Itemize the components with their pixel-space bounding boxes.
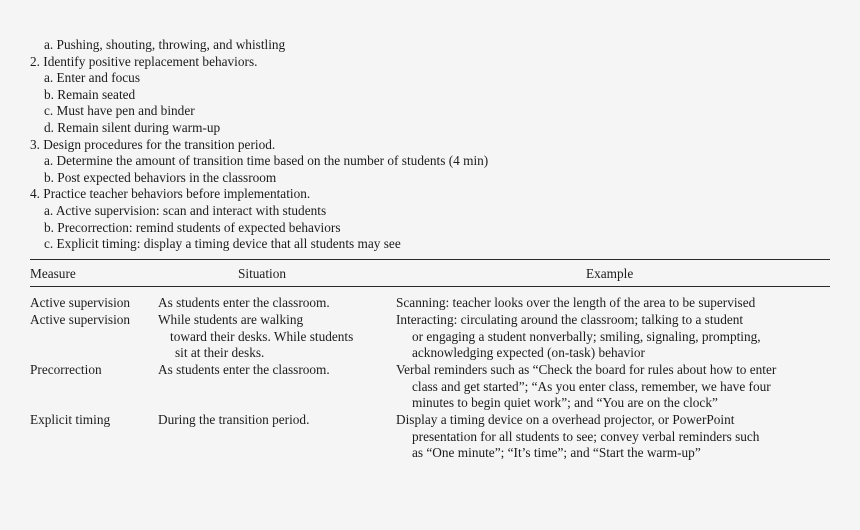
column-header-measure: Measure [30,266,76,281]
cell-line: Scanning: teacher looks over the length of the area to be supervised [396,295,756,310]
procedure-list [30,37,830,253]
list-item: 2. Identify positive replacement behaviors. [30,53,258,69]
cell-line: As students enter the classroom. [158,362,330,377]
cell-example [396,312,761,362]
table-header-rule [30,286,830,287]
cell-line: As students enter the classroom. [158,295,330,310]
list-item: d. Remain silent during warm-up [44,119,221,135]
cell-situation [158,412,309,429]
cell-line: or engaging a student nonverbally; smiling, signaling, prompting, [412,328,761,344]
cell-line: During the transition period. [158,412,310,427]
list-item: 4. Practice teacher behaviors before implementation. [30,186,311,202]
list-item: a. Active supervision: scan and interact with students [44,202,327,218]
cell-example [396,412,759,462]
cell-measure: Explicit timing [30,412,111,427]
cell-situation [158,312,353,362]
cell-measure: Precorrection [30,362,102,377]
cell-line: Interacting: circulating around the classroom; talking to a student [396,312,744,327]
cell-measure: Active supervision [30,312,131,327]
cell-example [396,295,755,312]
list-item: c. Explicit timing: display a timing device that all students may see [44,236,401,252]
cell-line: presentation for all students to see; convey verbal reminders such [412,428,760,444]
cell-line: Verbal reminders such as “Check the board for rules about how to enter [396,362,777,377]
table-top-rule [30,259,830,260]
list-item: b. Remain seated [44,86,136,102]
list-item: b. Precorrection: remind students of expected behaviors [44,219,341,235]
cell-situation [158,362,330,379]
column-header-situation: Situation [238,266,287,281]
cell-line: toward their desks. While students [170,328,354,344]
cell-line: While students are walking [158,312,304,327]
list-item: b. Post expected behaviors in the classroom [44,169,277,185]
list-item: a. Determine the amount of transition time based on the number of students (4 min) [44,153,489,169]
list-item: c. Must have pen and binder [44,103,195,119]
cell-situation [158,295,330,312]
list-item: 3. Design procedures for the transition period. [30,136,276,152]
cell-line: minutes to begin quiet work”; and “You are on the clock” [412,395,718,411]
list-item: a. Enter and focus [44,70,140,86]
list-item: a. Pushing, shouting, throwing, and whistling [44,37,286,52]
cell-line: sit at their desks. [175,345,265,361]
cell-line: Display a timing device on a overhead projector, or PowerPoint [396,412,735,427]
cell-line: acknowledging expected (on-task) behavior [412,345,645,361]
cell-line: class and get started”; “As you enter class, remember, we have four [412,378,771,394]
column-header-example: Example [586,266,634,281]
cell-line: as “One minute”; “It’s time”; and “Start the warm-up” [412,445,701,461]
cell-measure: Active supervision [30,295,131,310]
cell-example [396,362,776,412]
